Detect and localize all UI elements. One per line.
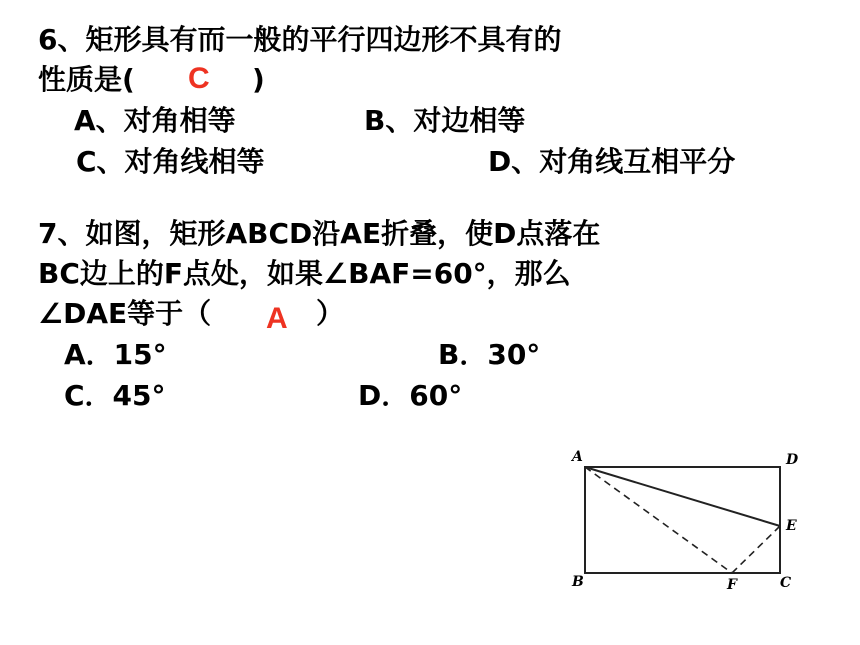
label-f: F [727,577,737,593]
q7-line2: BC边上的F点处，如果∠BAF=60°，那么 [38,257,571,290]
q7-line3-prefix: ∠DAE等于（ [38,297,212,330]
rectangle-abcd [585,467,780,573]
q6-line1: 6、矩形具有而一般的平行四边形不具有的 [38,23,562,56]
q6-option-b: B、对边相等 [364,104,526,137]
q7-option-b: B．30° [438,338,541,371]
q7-line3-suffix: ） [316,297,345,330]
rectangle-fold-figure [560,440,820,600]
label-d: D [786,452,799,468]
segment-af-dashed [585,467,732,573]
label-b: B [572,574,584,590]
q7-answer: A [266,302,288,335]
segment-fe-dashed [732,526,780,573]
q6-answer: C [188,62,210,95]
label-e: E [786,518,797,534]
q7-line1: 7、如图，矩形ABCD沿AE折叠，使D点落在 [38,217,601,250]
q7-option-d: D．60° [358,379,463,412]
q7-option-c: C．45° [64,379,166,412]
q6-line2-prefix: 性质是( [38,63,135,96]
q6-option-c: C、对角线相等 [76,145,265,178]
label-a: A [572,449,583,465]
q6-option-a: A、对角相等 [74,104,236,137]
q6-option-d: D、对角线互相平分 [488,145,736,178]
q6-line2-suffix: ) [252,63,265,96]
segment-ae [585,467,780,526]
q7-option-a: A．15° [64,338,167,371]
label-c: C [780,575,792,591]
